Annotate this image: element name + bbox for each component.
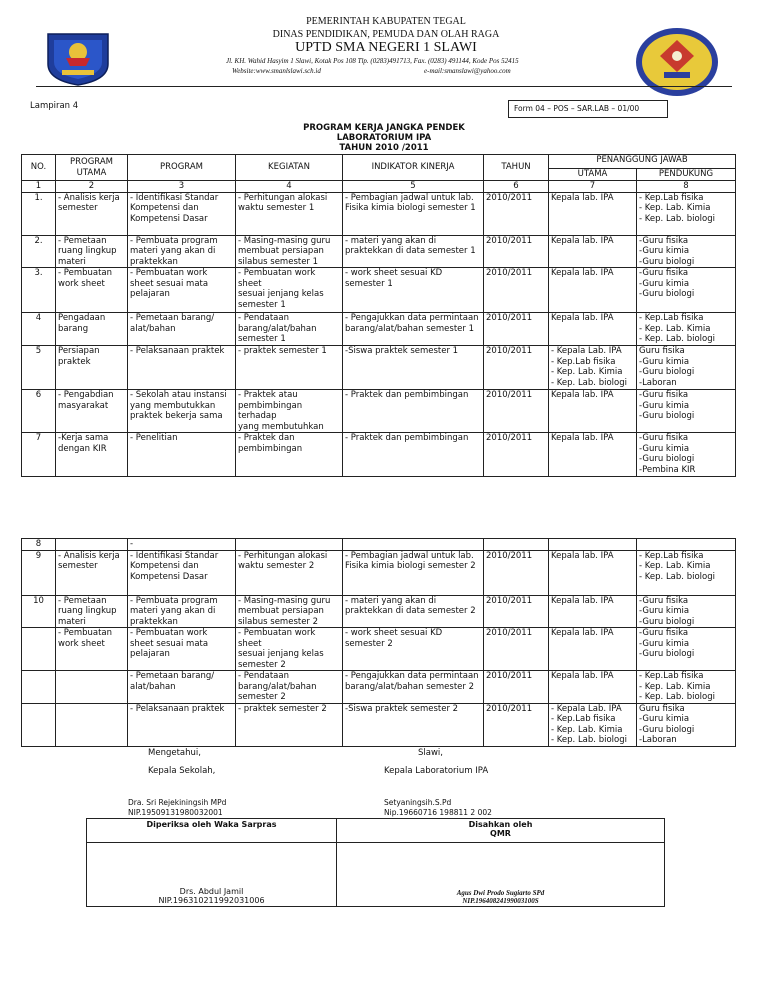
cell-kegiatan <box>236 313 343 346</box>
sign-right-name: Setyaningsih.S.Pd <box>384 798 452 807</box>
cell-pendukung-text: -Guru fisika -Guru kimia -Guru biologi -Pembina KIR <box>639 433 696 475</box>
cell-tahun <box>484 235 549 268</box>
cell-tahun-text: 2010/2011 <box>486 703 533 714</box>
cell-tahun-text: 2010/2011 <box>486 313 533 323</box>
cell-no <box>22 595 56 628</box>
cell-program <box>128 703 236 746</box>
cell-pendukung-text: - Kep.Lab fisika - Kep. Lab. Kimia - Kep. Lab. biologi <box>639 550 715 582</box>
cell-program <box>128 313 236 346</box>
doc-title-line-1: PROGRAM KERJA JANGKA PENDEK <box>303 123 465 133</box>
cell-program-utama <box>56 550 128 595</box>
header-line-2: DINAS PENDIDIKAN, PEMUDA DAN OLAH RAGA <box>272 29 500 40</box>
cell-program-text: - Pembuatan work sheet sesuai mata pelajaran <box>130 268 209 299</box>
cell-kegiatan-text: - praktek semester 1 <box>238 346 327 356</box>
cell-indikator <box>343 313 484 346</box>
cell-utama-text: Kepala lab. IPA <box>551 390 614 400</box>
cell-program-text: - Pemetaan barang/ alat/bahan <box>130 313 215 334</box>
cell-tahun <box>484 192 549 235</box>
cell-no-text: 8 <box>35 539 42 549</box>
col-kegiatan: KEGIATAN <box>236 155 343 181</box>
cell-indikator-text: -Siswa praktek semester 2 <box>345 703 459 714</box>
col-number: 8 <box>637 181 736 193</box>
col-number: 5 <box>343 181 484 193</box>
cell-pendukung <box>637 550 736 595</box>
cell-program-text: - Penelitian <box>130 433 178 443</box>
col-number: 3 <box>128 181 236 193</box>
cell-indikator-text: - work sheet sesuai KD semester 2 <box>345 628 443 649</box>
cell-program-utama-text: - Pengabdian masyarakat <box>58 390 114 411</box>
cell-tahun <box>484 595 549 628</box>
cell-program-utama-text: - Pemetaan ruang lingkup materi <box>58 595 117 627</box>
cell-program-text: - Identifikasi Standar Kompetensi dan Kompetensi Dasar <box>130 192 219 224</box>
cell-program-utama-text: - Analisis kerja semester <box>58 550 120 571</box>
cell-pendukung <box>637 595 736 628</box>
cell-pendukung <box>637 390 736 433</box>
cell-utama-text: Kepala lab. IPA <box>551 235 614 246</box>
cell-program-utama <box>56 628 128 671</box>
cell-no <box>22 703 56 746</box>
col-number: 1 <box>22 181 56 193</box>
cell-tahun-text: 2010/2011 <box>486 550 533 561</box>
cell-no <box>22 539 56 551</box>
cell-pendukung-text: -Guru fisika -Guru kimia -Guru biologi <box>639 235 695 267</box>
cell-tahun-text: 2010/2011 <box>486 346 533 356</box>
col-indikator: INDIKATOR KINERJA <box>343 155 484 181</box>
cell-program <box>128 550 236 595</box>
cell-pendukung <box>637 235 736 268</box>
cell-pendukung-text: -Guru fisika -Guru kimia -Guru biologi <box>639 628 695 659</box>
cell-pendukung-text: - Kep.Lab fisika - Kep. Lab. Kimia - Kep. Lab. biologi <box>639 192 715 224</box>
table-row <box>22 550 736 595</box>
cell-utama <box>549 671 637 704</box>
cell-no <box>22 628 56 671</box>
cell-pendukung <box>637 703 736 746</box>
cell-pendukung <box>637 313 736 346</box>
col-utama: UTAMA <box>549 169 637 181</box>
approval-left-title: Diperiksa oleh Waka Sarpras <box>87 819 337 843</box>
cell-indikator <box>343 628 484 671</box>
cell-indikator-text: -Siswa praktek semester 1 <box>345 346 459 356</box>
cell-no-text: 6 <box>35 390 42 400</box>
cell-program-text: - Sekolah atau instansi yang membutukkan praktek bekerja sama <box>130 390 227 421</box>
cell-program-utama <box>56 595 128 628</box>
header-website: Website:www.smanlslawi.sch.id <box>232 67 321 75</box>
cell-program <box>128 390 236 433</box>
cell-pendukung-text: -Guru fisika -Guru kimia -Guru biologi <box>639 595 695 627</box>
cell-program <box>128 539 236 551</box>
cell-kegiatan-text: - Praktek dan pembimbingan <box>238 433 303 454</box>
cell-program-text: - Pemetaan barang/ alat/bahan <box>130 671 215 692</box>
cell-utama <box>549 550 637 595</box>
cell-tahun <box>484 550 549 595</box>
cell-utama <box>549 628 637 671</box>
cell-indikator-text: - Pengajukkan data permintaan barang/alat/bahan semester 2 <box>345 671 479 692</box>
cell-program <box>128 192 236 235</box>
cell-program <box>128 268 236 313</box>
cell-indikator <box>343 433 484 477</box>
cell-kegiatan-text: - Pendataan barang/alat/bahan semester 1 <box>238 313 317 344</box>
cell-program-utama <box>56 671 128 704</box>
cell-indikator-text: - Pembagian jadwal untuk lab. Fisika kimia biologi semester 1 <box>345 192 476 213</box>
header-rule <box>36 86 732 87</box>
cell-utama-text: Kepala lab. IPA <box>551 268 614 278</box>
doc-title-line-2: LABORATORIUM IPA <box>336 133 432 143</box>
col-program: PROGRAM <box>128 155 236 181</box>
cell-tahun-text: 2010/2011 <box>486 595 533 606</box>
cell-program-utama <box>56 390 128 433</box>
approval-right-name: Agus Dwi Prodo Sugiarto SPd <box>456 889 545 897</box>
cell-utama <box>549 595 637 628</box>
header-email: e-mail:smanslawi@yahoo.com <box>424 67 511 75</box>
cell-tahun <box>484 390 549 433</box>
cell-indikator <box>343 703 484 746</box>
cell-pendukung <box>637 671 736 704</box>
cell-pendukung-text: Guru fisika -Guru kimia -Guru biologi -Laboran <box>639 703 695 745</box>
table-row <box>22 671 736 704</box>
cell-utama <box>549 313 637 346</box>
cell-no <box>22 390 56 433</box>
cell-no <box>22 235 56 268</box>
cell-utama-text: - Kepala Lab. IPA - Kep.Lab fisika - Kep. Lab. Kimia - Kep. Lab. biologi <box>551 703 627 745</box>
cell-no <box>22 268 56 313</box>
cell-tahun-text: 2010/2011 <box>486 628 533 638</box>
cell-program <box>128 346 236 390</box>
cell-indikator <box>343 390 484 433</box>
cell-kegiatan <box>236 346 343 390</box>
program-table-1 <box>21 154 736 477</box>
cell-tahun <box>484 433 549 477</box>
lampiran-label: Lampiran 4 <box>30 101 79 111</box>
cell-indikator <box>343 539 484 551</box>
col-pendukung: PENDUKUNG <box>637 169 736 181</box>
cell-tahun <box>484 539 549 551</box>
doc-title <box>234 123 534 153</box>
cell-pendukung-text: -Guru fisika -Guru kimia -Guru biologi <box>639 268 695 299</box>
approval-table <box>86 818 665 907</box>
cell-no-text: 3. <box>34 268 43 278</box>
cell-kegiatan <box>236 671 343 704</box>
cell-no <box>22 346 56 390</box>
table-row <box>22 390 736 433</box>
cell-pendukung <box>637 433 736 477</box>
cell-program-utama-text: - Analisis kerja semester <box>58 192 120 213</box>
cell-indikator-text: - Praktek dan pembimbingan <box>345 390 469 400</box>
cell-program-text: - Pembuatan work sheet sesuai mata pelajaran <box>130 628 209 659</box>
doc-title-line-3: TAHUN 2010 /2011 <box>339 143 429 153</box>
cell-indikator <box>343 346 484 390</box>
cell-no <box>22 671 56 704</box>
cell-tahun <box>484 313 549 346</box>
cell-program-text: - Pembuata program materi yang akan di praktekkan <box>130 595 218 627</box>
cell-program-utama <box>56 703 128 746</box>
cell-indikator <box>343 235 484 268</box>
cell-tahun <box>484 268 549 313</box>
cell-tahun-text: 2010/2011 <box>486 235 533 246</box>
cell-kegiatan <box>236 703 343 746</box>
cell-program <box>128 433 236 477</box>
cell-kegiatan-text: - praktek semester 2 <box>238 703 327 714</box>
cell-pendukung <box>637 628 736 671</box>
col-number: 2 <box>56 181 128 193</box>
cell-tahun <box>484 628 549 671</box>
cell-kegiatan <box>236 192 343 235</box>
cell-no-text: 7 <box>35 433 42 443</box>
cell-program-text: - Identifikasi Standar Kompetensi dan Kompetensi Dasar <box>130 550 219 582</box>
cell-kegiatan <box>236 433 343 477</box>
cell-indikator <box>343 671 484 704</box>
col-number: 4 <box>236 181 343 193</box>
cell-kegiatan <box>236 268 343 313</box>
cell-utama-text: - Kepala Lab. IPA - Kep.Lab fisika - Kep. Lab. Kimia - Kep. Lab. biologi <box>551 346 627 388</box>
cell-kegiatan <box>236 235 343 268</box>
cell-tahun-text: 2010/2011 <box>486 268 533 278</box>
cell-program-utama-text: - Pemetaan ruang lingkup materi <box>58 235 117 267</box>
table-row <box>22 346 736 390</box>
table-row <box>22 595 736 628</box>
cell-kegiatan <box>236 390 343 433</box>
cell-kegiatan-text: - Perhitungan alokasi waktu semester 1 <box>238 192 328 213</box>
cell-no <box>22 550 56 595</box>
cell-utama <box>549 433 637 477</box>
cell-program-utama-text: - Pembuatan work sheet <box>58 628 113 649</box>
cell-utama-text: Kepala lab. IPA <box>551 628 614 638</box>
cell-utama <box>549 539 637 551</box>
cell-utama-text: Kepala lab. IPA <box>551 433 614 443</box>
cell-no-text: 5 <box>35 346 42 356</box>
cell-program-utama-text: - Pembuatan work sheet <box>58 268 113 289</box>
pemkab-tegal-logo <box>42 30 114 86</box>
approval-left-name: Drs. Abdul Jamil <box>179 887 244 896</box>
approval-right-title: Disahkan oleh QMR <box>468 820 533 838</box>
cell-program-utama-text: -Kerja sama dengan KIR <box>58 433 109 454</box>
cell-utama-text: Kepala lab. IPA <box>551 192 614 203</box>
cell-pendukung <box>637 268 736 313</box>
cell-tahun-text: 2010/2011 <box>486 433 533 443</box>
cell-kegiatan-text: - Pendataan barang/alat/bahan semester 2 <box>238 671 317 702</box>
cell-kegiatan-text: - Pembuatan work sheet sesuai jenjang kelas semester 1 <box>238 268 324 310</box>
cell-indikator <box>343 595 484 628</box>
table-row <box>22 433 736 477</box>
table-row <box>22 268 736 313</box>
cell-kegiatan <box>236 628 343 671</box>
cell-indikator-text: - Praktek dan pembimbingan <box>345 433 469 443</box>
cell-no <box>22 433 56 477</box>
cell-utama-text: Kepala lab. IPA <box>551 595 614 606</box>
cell-program-utama-text: Persiapan praktek <box>58 346 100 367</box>
cell-no-text: 1. <box>34 192 43 203</box>
cell-pendukung-text: - Kep.Lab fisika - Kep. Lab. Kimia - Kep. Lab. biologi <box>639 313 715 344</box>
approval-right-nip: NIP.19640824199003100S <box>462 897 539 905</box>
cell-utama-text: Kepala lab. IPA <box>551 313 614 323</box>
cell-kegiatan <box>236 550 343 595</box>
cell-indikator <box>343 268 484 313</box>
sign-left-role: Kepala Sekolah, <box>148 766 216 776</box>
cell-tahun-text: 2010/2011 <box>486 192 533 203</box>
cell-utama <box>549 703 637 746</box>
cell-utama <box>549 346 637 390</box>
table-row <box>22 192 736 235</box>
cell-pendukung-text: Guru fisika -Guru kimia -Guru biologi -Laboran <box>639 346 695 388</box>
cell-program <box>128 671 236 704</box>
header-school-name: UPTD SMA NEGERI 1 SLAWI <box>295 40 477 55</box>
cell-indikator-text: - materi yang akan di praktekkan di data semester 2 <box>345 595 476 616</box>
col-number: 6 <box>484 181 549 193</box>
cell-pendukung <box>637 346 736 390</box>
cell-program-text: - Pelaksanaan praktek <box>130 703 225 714</box>
header-line-1: PEMERINTAH KABUPATEN TEGAL <box>306 16 466 27</box>
table-row <box>22 313 736 346</box>
approval-left-sign <box>87 843 337 907</box>
cell-utama <box>549 192 637 235</box>
cell-program-utama <box>56 433 128 477</box>
cell-kegiatan-text: - Perhitungan alokasi waktu semester 2 <box>238 550 328 571</box>
col-number: 7 <box>549 181 637 193</box>
approval-left-nip: NIP.196310211992031006 <box>158 896 265 905</box>
table-row <box>22 703 736 746</box>
cell-utama <box>549 390 637 433</box>
cell-utama-text: Kepala lab. IPA <box>551 671 614 681</box>
cell-tahun <box>484 703 549 746</box>
cell-indikator <box>343 192 484 235</box>
cell-pendukung-text: - Kep.Lab fisika - Kep. Lab. Kimia - Kep. Lab. biologi <box>639 671 715 702</box>
cell-utama <box>549 268 637 313</box>
table-header-row <box>22 155 736 169</box>
cell-program-text: - Pelaksanaan praktek <box>130 346 225 356</box>
cell-kegiatan-text: - Masing-masing guru membuat persiapan silabus semester 2 <box>238 595 331 627</box>
cell-program <box>128 628 236 671</box>
cell-kegiatan <box>236 595 343 628</box>
cell-pendukung <box>637 192 736 235</box>
cell-tahun <box>484 671 549 704</box>
cell-no <box>22 313 56 346</box>
table-row <box>22 235 736 268</box>
cell-indikator-text: - work sheet sesuai KD semester 1 <box>345 268 443 289</box>
cell-indikator-text: - Pengajukkan data permintaan barang/alat/bahan semester 1 <box>345 313 479 334</box>
cell-program-text: - <box>130 539 134 549</box>
sign-right-place: Slawi, <box>418 748 443 758</box>
cell-program-utama <box>56 268 128 313</box>
cell-program-utama <box>56 313 128 346</box>
cell-program-utama-text: Pengadaan barang <box>58 313 106 334</box>
program-table-2 <box>21 538 736 747</box>
cell-no <box>22 192 56 235</box>
approval-right-title-cell <box>337 819 665 843</box>
header-address: Jl. KH. Wahid Hasyim 1 Slawi, Kotak Pos 108 Tlp. (0283)491713, Fax. (0283) 491144, Kode Pos 52415 <box>226 57 519 65</box>
cell-kegiatan-text: - Praktek atau pembimbingan terhadap yang membutuhkan <box>238 390 324 432</box>
cell-kegiatan <box>236 539 343 551</box>
cell-indikator <box>343 550 484 595</box>
col-program-utama: PROGRAM UTAMA <box>56 155 128 181</box>
col-no: NO. <box>22 155 56 181</box>
cell-program-utama <box>56 235 128 268</box>
sign-right-nip: Nip.19660716 198811 2 002 <box>384 808 492 817</box>
approval-right-sign <box>337 843 665 907</box>
form-code-box: Form 04 – POS – SAR.LAB – 01/00 <box>508 100 668 118</box>
cell-no-text: 9 <box>35 550 42 561</box>
sign-right-role: Kepala Laboratorium IPA <box>384 766 489 776</box>
cell-pendukung-text: -Guru fisika -Guru kimia -Guru biologi <box>639 390 695 421</box>
sign-left-mengetahui: Mengetahui, <box>148 748 201 758</box>
cell-kegiatan-text: - Pembuatan work sheet sesuai jenjang kelas semester 2 <box>238 628 324 670</box>
cell-program-utama <box>56 539 128 551</box>
column-number-row <box>22 181 736 193</box>
col-penanggung-jawab: PENANGGUNG JAWAB <box>549 155 736 169</box>
sma-negeri-1-slawi-logo <box>634 26 720 98</box>
cell-no-text: 4 <box>35 313 42 323</box>
cell-kegiatan-text: - Masing-masing guru membuat persiapan silabus semester 1 <box>238 235 331 267</box>
cell-utama <box>549 235 637 268</box>
cell-program-text: - Pembuata program materi yang akan di praktekkan <box>130 235 218 267</box>
sign-left-nip: NIP.19509131980032001 <box>128 808 223 817</box>
cell-tahun <box>484 346 549 390</box>
cell-no-text: 2. <box>34 235 43 246</box>
cell-tahun-text: 2010/2011 <box>486 671 533 681</box>
col-tahun: TAHUN <box>484 155 549 181</box>
cell-program <box>128 235 236 268</box>
cell-pendukung <box>637 539 736 551</box>
cell-program-utama <box>56 192 128 235</box>
table-row <box>22 628 736 671</box>
sign-left-name: Dra. Sri Rejekiningsih MPd <box>128 798 227 807</box>
cell-tahun-text: 2010/2011 <box>486 390 533 400</box>
cell-indikator-text: - materi yang akan di praktekkan di data semester 1 <box>345 235 476 256</box>
cell-indikator-text: - Pembagian jadwal untuk lab. Fisika kimia biologi semester 2 <box>345 550 476 571</box>
table-row <box>22 539 736 551</box>
cell-no-text: 10 <box>33 595 44 606</box>
cell-program <box>128 595 236 628</box>
cell-utama-text: Kepala lab. IPA <box>551 550 614 561</box>
cell-program-utama <box>56 346 128 390</box>
